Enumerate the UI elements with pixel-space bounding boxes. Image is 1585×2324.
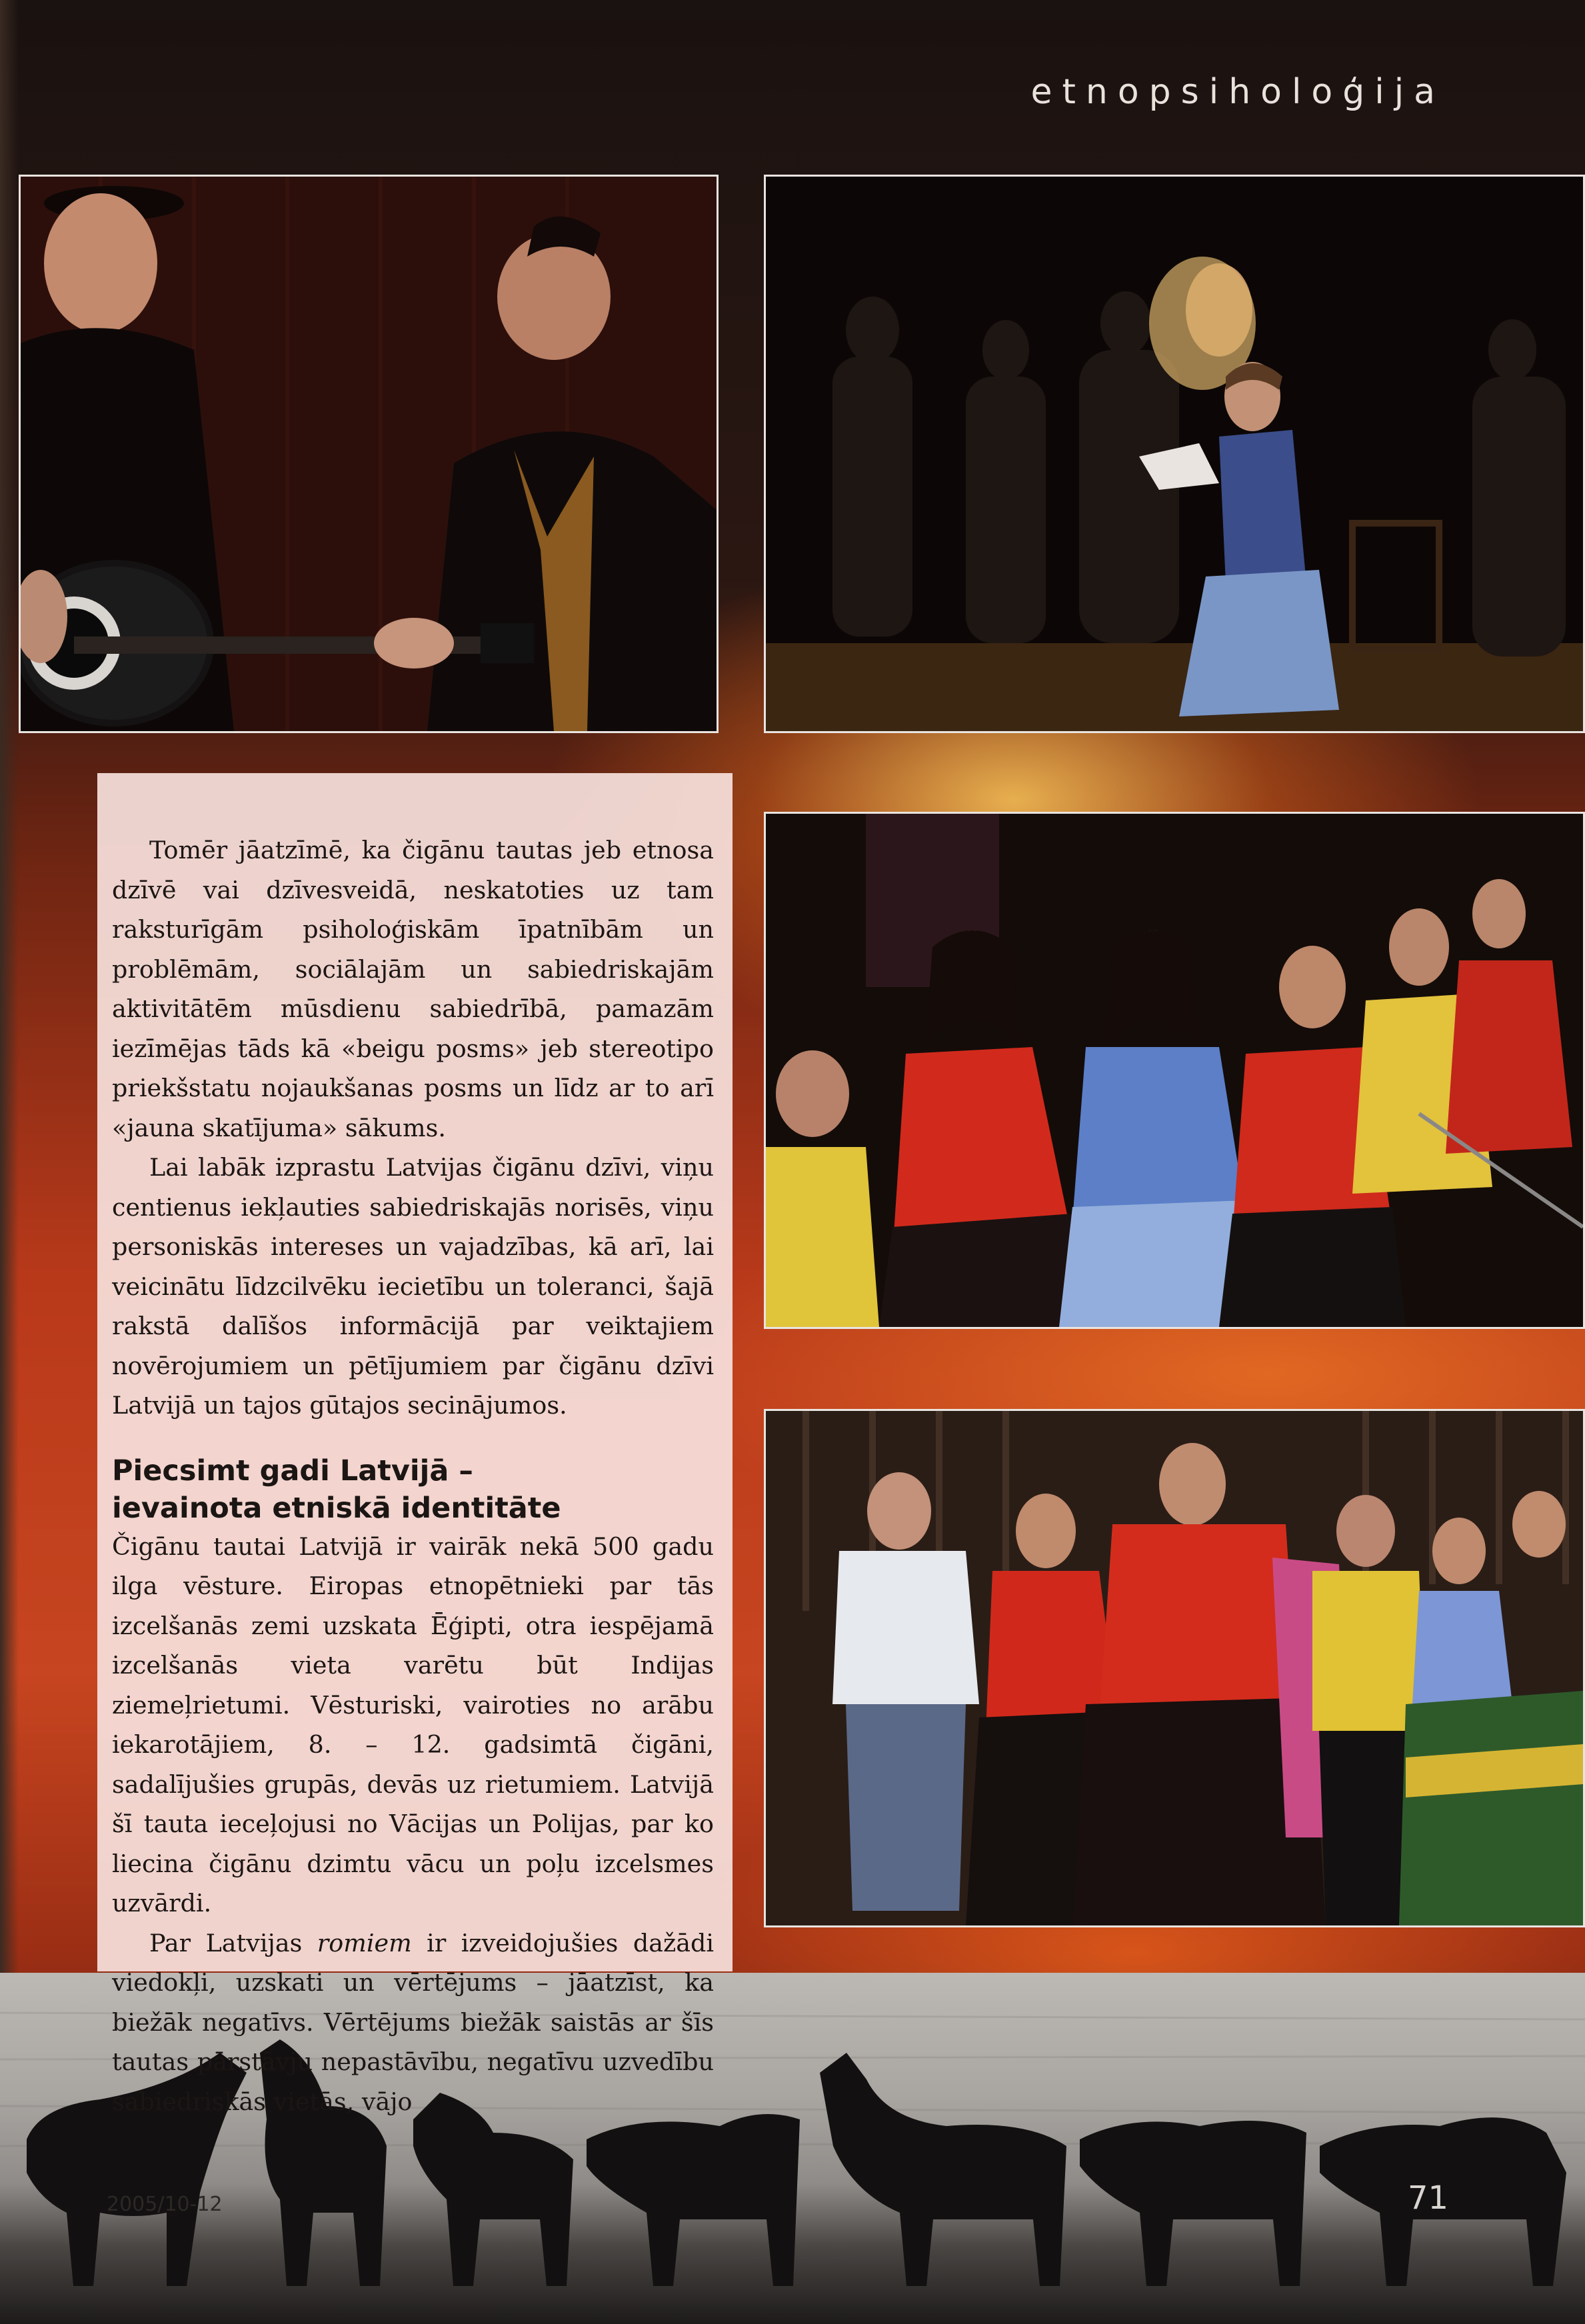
article-text-run: Par Latvijas: [149, 1928, 317, 1957]
photo-girls-costumes-art: [766, 814, 1583, 1327]
article-italic-term: romiem: [317, 1928, 412, 1957]
article-paragraph: Lai labāk izprastu Latvijas čigānu dzīvi, viņu centienus iekļauties sabiedriskajās norisēs, viņu personiskās intereses un vajadzības, kā arī, lai veicinātu līdzcilvēku iecietību un toleranci, šajā rakstā dalīšos informācijā par veiktajiem novērojumiem un pētījumiem par čigānu dzīvi Latvijā un tajos gūtajos secinājumos.: [112, 1153, 714, 1420]
article-text-box: [97, 773, 733, 2116]
photo-dancers-stage: [764, 175, 1585, 733]
article-subheading-line: Piecsimt gadi Latvijā –: [112, 1454, 473, 1488]
photo-ensemble: [764, 1409, 1585, 1927]
photo-girls-costumes: [764, 812, 1585, 1329]
photo-dancers-stage-art: [766, 177, 1583, 731]
photo-ensemble-art: [766, 1411, 1583, 1925]
article-subheading-line: ievainota etniskā identitāte: [112, 1491, 561, 1525]
footer-date: 2005/10-12: [107, 2193, 223, 2216]
photo-guitarists: [19, 175, 719, 733]
section-label: etnopsiholoģija: [1030, 72, 1445, 112]
article-paragraph: [112, 1923, 714, 2122]
article-paragraph: Čigānu tautai Latvijā ir vairāk nekā 500 gadu ilga vēsture. Eiropas etnopētnieki par tās izcelšanās zemi uzskata Ēģipti, otra iespējamā izcelšanās vieta varētu būt Indijas ziemeļrietumi. Vēsturiski, vairoties no arābu iekarotājiem, 8. – 12. gadsimtā čigāni, sadalījušies grupās, devās uz rietumiem. Latvijā šī tauta ieceļojusi no Vācijas un Polijas, par ko liecina čigānu dzimtu vācu un poļu izcelsmes uzvārdi.: [112, 1532, 714, 1917]
article-paragraph: Tomēr jāatzīmē, ka čigānu tautas jeb etnosa dzīvē vai dzīvesveidā, neskatoties uz tam raksturīgām psiholoģiskām īpatnībām un problēmām, sociālajām un sabiedriskajām aktivitātēm mūsdienu sabiedrībā, pamazām iezīmējas tāds kā «beigu posms» jeb stereotipo priekšstatu nojaukšanas posms un līdz ar to arī «jauna skatījuma» sākums.: [112, 836, 714, 1142]
article-text-run: ir izveidojušies dažādi viedokļi, uzskati un vērtējums – jāatzīst, ka biežāk negatīvs. Vērtējums biežāk saistās ar šīs tautas pārstāvju nepastāvību, negatīvu uzvedību sabiedriskās vietās, vājo: [112, 1928, 714, 2116]
page-number: 71: [1408, 2179, 1449, 2217]
article-subheading: [112, 1452, 714, 1527]
photo-guitarists-art: [21, 177, 717, 731]
